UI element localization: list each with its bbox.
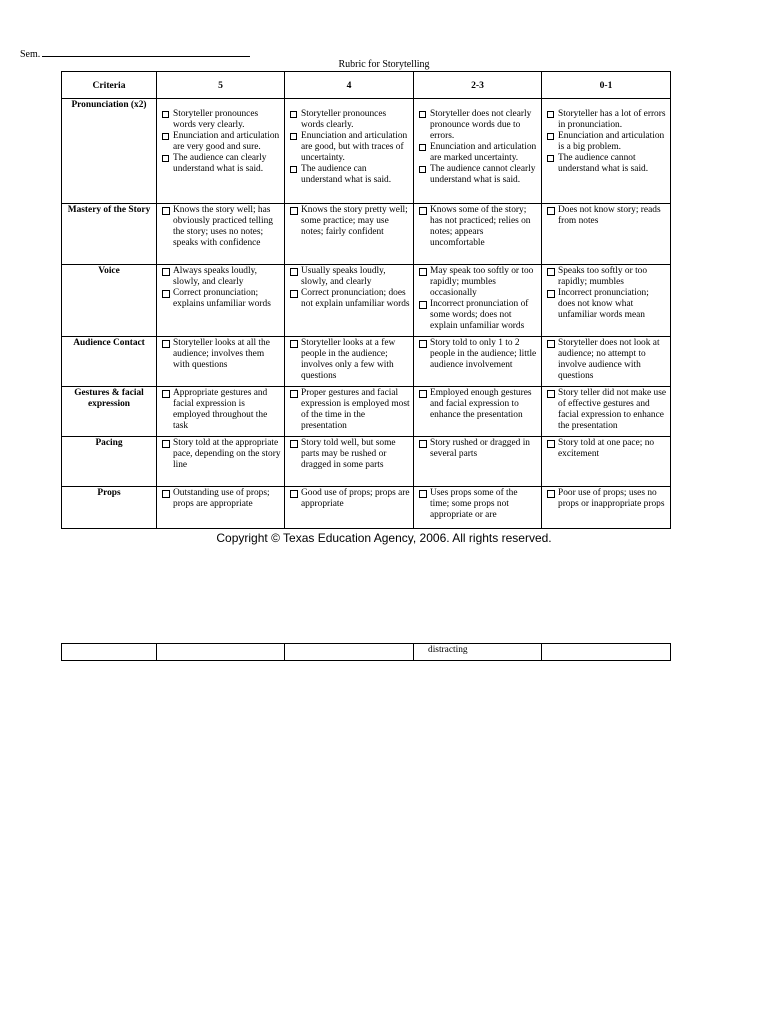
criterion-item [288, 388, 410, 432]
page-title: Rubric for Storytelling [338, 59, 430, 70]
criterion-text: The audience cannot understand what is said. [558, 153, 649, 174]
rubric-cell-score-5 [157, 437, 285, 487]
checkbox-icon[interactable] [162, 390, 170, 398]
criterion-item [545, 131, 667, 153]
rubric-cell-score-2-3 [414, 265, 542, 337]
criterion-item [417, 299, 538, 332]
checkbox-icon[interactable] [162, 268, 170, 276]
header-score-2-3: 2-3 [414, 72, 542, 99]
criterion-item [160, 388, 281, 432]
criterion-text: Correct pronunciation; explains unfamiliar words [173, 288, 271, 309]
rubric-table [61, 71, 671, 529]
criterion-item [160, 488, 281, 510]
rubric-cell-score-5 [157, 265, 285, 337]
checkbox-icon[interactable] [290, 490, 298, 498]
rubric-row [62, 204, 671, 265]
sem-blank-line[interactable] [42, 48, 250, 57]
criterion-item [545, 438, 667, 460]
criterion-item [417, 109, 538, 142]
criterion-item [545, 488, 667, 510]
checkbox-icon[interactable] [419, 268, 427, 276]
criterion-text: Incorrect pronunciation of some words; does not explain unfamiliar words [430, 299, 529, 331]
checkbox-icon[interactable] [290, 268, 298, 276]
criteria-cell: Audience Contact [62, 337, 157, 387]
rubric-cell-score-4 [285, 204, 414, 265]
rubric-cell-score-4 [285, 387, 414, 437]
checkbox-icon[interactable] [162, 133, 169, 140]
criterion-text: Storyteller pronounces words very clearly. [173, 109, 259, 130]
continuation-cell [157, 644, 285, 661]
criteria-cell: Mastery of the Story [62, 204, 157, 265]
criterion-item [417, 266, 538, 299]
criterion-text: Story told at the appropriate pace, depending on the story line [173, 438, 281, 470]
checkbox-icon[interactable] [290, 111, 297, 118]
rubric-cell-score-0-1 [542, 437, 671, 487]
continuation-cell [542, 644, 671, 661]
criterion-text: Employed enough gestures and facial expression to enhance the presentation [430, 388, 532, 420]
criterion-text: Enunciation and articulation are very good and sure. [173, 131, 280, 152]
rubric-row [62, 487, 671, 529]
criterion-item [288, 164, 410, 186]
criterion-text: Storyteller does not clearly pronounce words due to errors. [430, 109, 532, 141]
criterion-text: Story told to only 1 to 2 people in the audience; little audience involvement [430, 338, 537, 370]
criterion-item [545, 153, 667, 175]
criterion-item [545, 266, 667, 288]
checkbox-icon[interactable] [547, 133, 554, 140]
rubric-cell-score-2-3 [414, 337, 542, 387]
checkbox-icon[interactable] [419, 166, 426, 173]
checkbox-icon[interactable] [162, 340, 170, 348]
criterion-item [545, 205, 667, 227]
rubric-cell-score-4 [285, 337, 414, 387]
criterion-item [160, 288, 281, 310]
rubric-cell-score-4 [285, 487, 414, 529]
rubric-cell-score-2-3 [414, 437, 542, 487]
criterion-text: Correct pronunciation; does not explain unfamiliar words [301, 288, 410, 309]
criterion-item [417, 438, 538, 460]
rubric-cell-score-0-1 [542, 265, 671, 337]
criterion-item [417, 142, 538, 164]
criterion-item [417, 164, 538, 186]
checkbox-icon[interactable] [290, 390, 298, 398]
criterion-item [160, 153, 281, 175]
header-criteria: Criteria [62, 72, 157, 99]
rubric-cell-score-0-1 [542, 99, 671, 204]
criterion-text: Incorrect pronunciation; does not know what unfamiliar words mean [558, 288, 649, 320]
checkbox-icon[interactable] [547, 155, 554, 162]
criterion-text: Does not know story; reads from notes [558, 205, 661, 226]
checkbox-icon[interactable] [162, 440, 170, 448]
criterion-text: Story teller did not make use of effective gestures and facial expression to enhance the presentation [558, 388, 667, 431]
checkbox-icon[interactable] [547, 290, 555, 298]
criterion-text: Always speaks loudly, slowly, and clearly [173, 266, 258, 287]
criterion-text: Knows the story well; has obviously practiced telling the story; uses no notes; speaks with confidence [173, 205, 273, 248]
rubric-cell-score-4 [285, 265, 414, 337]
criterion-item [288, 266, 410, 288]
checkbox-icon[interactable] [162, 155, 169, 162]
rubric-cell-score-4 [285, 99, 414, 204]
criterion-text: Storyteller pronounces words clearly. [301, 109, 387, 130]
criterion-item [288, 109, 410, 131]
header-row [62, 72, 671, 99]
criterion-text: Speaks too softly or too rapidly; mumbles [558, 266, 648, 287]
checkbox-icon[interactable] [419, 340, 427, 348]
rubric-cell-score-2-3 [414, 487, 542, 529]
rubric-cell-score-5 [157, 387, 285, 437]
criterion-text: Enunciation and articulation is a big problem. [558, 131, 665, 152]
criterion-text: Story told at one pace; no excitement [558, 438, 655, 459]
checkbox-icon[interactable] [547, 390, 555, 398]
checkbox-icon[interactable] [419, 111, 426, 118]
criterion-item [288, 131, 410, 164]
checkbox-icon[interactable] [290, 290, 298, 298]
criterion-text: Enunciation and articulation are marked uncertainty. [430, 142, 537, 163]
criteria-cell: Pronunciation (x2) [62, 99, 157, 204]
criterion-item [160, 438, 281, 471]
rubric-row [62, 337, 671, 387]
rubric-cell-score-0-1 [542, 337, 671, 387]
rubric-cell-score-4 [285, 437, 414, 487]
rubric-cell-score-2-3 [414, 99, 542, 204]
criterion-item [417, 388, 538, 421]
checkbox-icon[interactable] [290, 207, 298, 215]
continuation-row [62, 644, 671, 661]
continuation-table [61, 643, 671, 661]
criterion-item [417, 205, 538, 249]
rubric-cell-score-5 [157, 204, 285, 265]
criterion-text: Story told well, but some parts may be rushed or dragged in some parts [301, 438, 396, 470]
criterion-text: Uses props some of the time; some props not appropriate or are [430, 488, 518, 520]
header-score-0-1: 0-1 [542, 72, 671, 99]
criterion-text: Storyteller has a lot of errors in pronunciation. [558, 109, 666, 130]
criterion-text: Good use of props; props are appropriate [301, 488, 410, 509]
checkbox-icon[interactable] [547, 111, 554, 118]
criterion-text: Outstanding use of props; props are appropriate [173, 488, 270, 509]
rubric-body [62, 99, 671, 529]
checkbox-icon[interactable] [419, 207, 427, 215]
criterion-text: May speak too softly or too rapidly; mumbles occasionally [430, 266, 534, 298]
criterion-text: Appropriate gestures and facial expression is employed throughout the task [173, 388, 268, 431]
checkbox-icon[interactable] [547, 207, 555, 215]
criterion-text: The audience can understand what is said. [301, 164, 392, 185]
rubric-cell-score-5 [157, 337, 285, 387]
checkbox-icon[interactable] [419, 490, 427, 498]
criterion-text: The audience can clearly understand what is said. [173, 153, 267, 174]
criteria-cell: Pacing [62, 437, 157, 487]
rubric-row [62, 387, 671, 437]
checkbox-icon[interactable] [290, 440, 298, 448]
rubric-cell-score-0-1 [542, 487, 671, 529]
rubric-row [62, 99, 671, 204]
criterion-text: Storyteller does not look at audience; no attempt to involve audience with questions [558, 338, 660, 381]
criterion-item [288, 338, 410, 382]
criterion-text: Storyteller looks at a few people in the audience; involves only a few with questions [301, 338, 396, 381]
criterion-item [160, 338, 281, 371]
copyright: Copyright © Texas Education Agency, 2006. All rights reserved. [216, 531, 552, 545]
criterion-item [545, 109, 667, 131]
rubric-cell-score-0-1 [542, 204, 671, 265]
criterion-item [288, 438, 410, 471]
header-score-5: 5 [157, 72, 285, 99]
checkbox-icon[interactable] [547, 268, 555, 276]
checkbox-icon[interactable] [162, 111, 169, 118]
sem-label-text: Sem. [20, 49, 41, 60]
criterion-text: Knows some of the story; has not practiced; relies on notes; appears uncomfortable [430, 205, 531, 248]
criterion-item [160, 109, 281, 131]
checkbox-icon[interactable] [162, 290, 170, 298]
criterion-item [288, 288, 410, 310]
criterion-text: Enunciation and articulation are good, but with traces of uncertainty. [301, 131, 408, 163]
continuation-cell-text: distracting [414, 644, 542, 661]
checkbox-icon[interactable] [290, 133, 297, 140]
criterion-text: The audience cannot clearly understand what is said. [430, 164, 536, 185]
continuation-cell [285, 644, 414, 661]
criterion-item [545, 338, 667, 382]
criterion-text: Story rushed or dragged in several parts [430, 438, 530, 459]
rubric-row [62, 265, 671, 337]
criterion-text: Storyteller looks at all the audience; involves them with questions [173, 338, 270, 370]
criteria-cell: Gestures & facial expression [62, 387, 157, 437]
criterion-item [288, 488, 410, 510]
rubric-cell-score-2-3 [414, 204, 542, 265]
criterion-item [288, 205, 410, 238]
checkbox-icon[interactable] [290, 340, 298, 348]
checkbox-icon[interactable] [290, 166, 297, 173]
criterion-text: Usually speaks loudly, slowly, and clearly [301, 266, 386, 287]
checkbox-icon[interactable] [419, 144, 426, 151]
checkbox-icon[interactable] [547, 340, 555, 348]
criteria-cell: Voice [62, 265, 157, 337]
rubric-cell-score-2-3 [414, 387, 542, 437]
checkbox-icon[interactable] [419, 301, 427, 309]
checkbox-icon[interactable] [547, 490, 555, 498]
criterion-item [417, 488, 538, 521]
criterion-item [417, 338, 538, 371]
criterion-item [160, 266, 281, 288]
criterion-item [160, 131, 281, 153]
continuation-cell [62, 644, 157, 661]
criterion-text: Poor use of props; uses no props or inappropriate props [558, 488, 665, 509]
header-score-4: 4 [285, 72, 414, 99]
criterion-item [545, 288, 667, 321]
criteria-cell: Props [62, 487, 157, 529]
criterion-item [545, 388, 667, 432]
criterion-text: Knows the story pretty well; some practice; may use notes; fairly confident [301, 205, 408, 237]
criterion-item [160, 205, 281, 249]
checkbox-icon[interactable] [547, 440, 555, 448]
rubric-cell-score-5 [157, 487, 285, 529]
checkbox-icon[interactable] [162, 207, 170, 215]
checkbox-icon[interactable] [419, 390, 427, 398]
checkbox-icon[interactable] [419, 440, 427, 448]
criterion-text: Proper gestures and facial expression is employed most of the time in the presentation [301, 388, 410, 431]
rubric-row [62, 437, 671, 487]
checkbox-icon[interactable] [162, 490, 170, 498]
rubric-cell-score-5 [157, 99, 285, 204]
rubric-cell-score-0-1 [542, 387, 671, 437]
